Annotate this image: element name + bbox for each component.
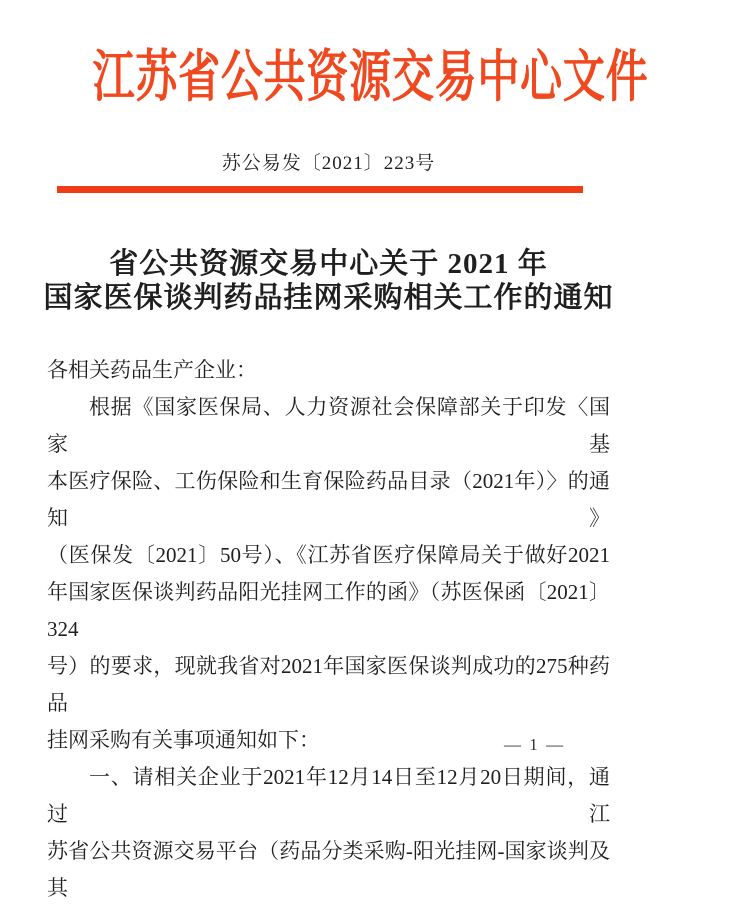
document-page xyxy=(0,45,657,900)
document-body xyxy=(47,352,610,907)
body-text-line: 根据《国家医保局、人力资源社会保障部关于印发〈国家基 xyxy=(47,395,610,456)
body-text-line: 号）的要求，现就我省对2021年国家医保谈判成功的275种药品 xyxy=(47,654,610,715)
body-text-line: 苏省公共资源交易平台（药品分类采购-阳光挂网-国家谈判及其 xyxy=(47,839,610,900)
document-title-line-1: 省公共资源交易中心关于 2021 年 xyxy=(109,248,548,280)
body-text-line: 本医疗保险、工伤保险和生育保险药品目录（2021年）〉的通知》 xyxy=(47,469,610,530)
body-text-line: 年国家医保谈判药品阳光挂网工作的函》（苏医保函〔2021〕324 xyxy=(47,580,610,641)
document-title-line-2: 国家医保谈判药品挂网采购相关工作的通知 xyxy=(43,282,614,314)
red-header-banner xyxy=(0,47,657,107)
salutation-line: 各相关药品生产企业： xyxy=(47,358,257,382)
body-text-line: 一、请相关企业于2021年12月14日至12月20日期间，通过江 xyxy=(47,765,610,826)
page-number: — 1 — xyxy=(504,735,565,754)
red-divider-line xyxy=(57,186,583,193)
document-title xyxy=(0,247,657,315)
agency-name-title: 江苏省公共资源交易中心文件 xyxy=(92,45,649,108)
body-text-line: （医保发〔2021〕50号）、《江苏省医疗保障局关于做好2021 xyxy=(47,543,610,567)
body-text-line: 挂网采购有关事项通知如下： xyxy=(47,728,320,752)
document-number: 苏公易发〔2021〕223号 xyxy=(221,153,436,174)
